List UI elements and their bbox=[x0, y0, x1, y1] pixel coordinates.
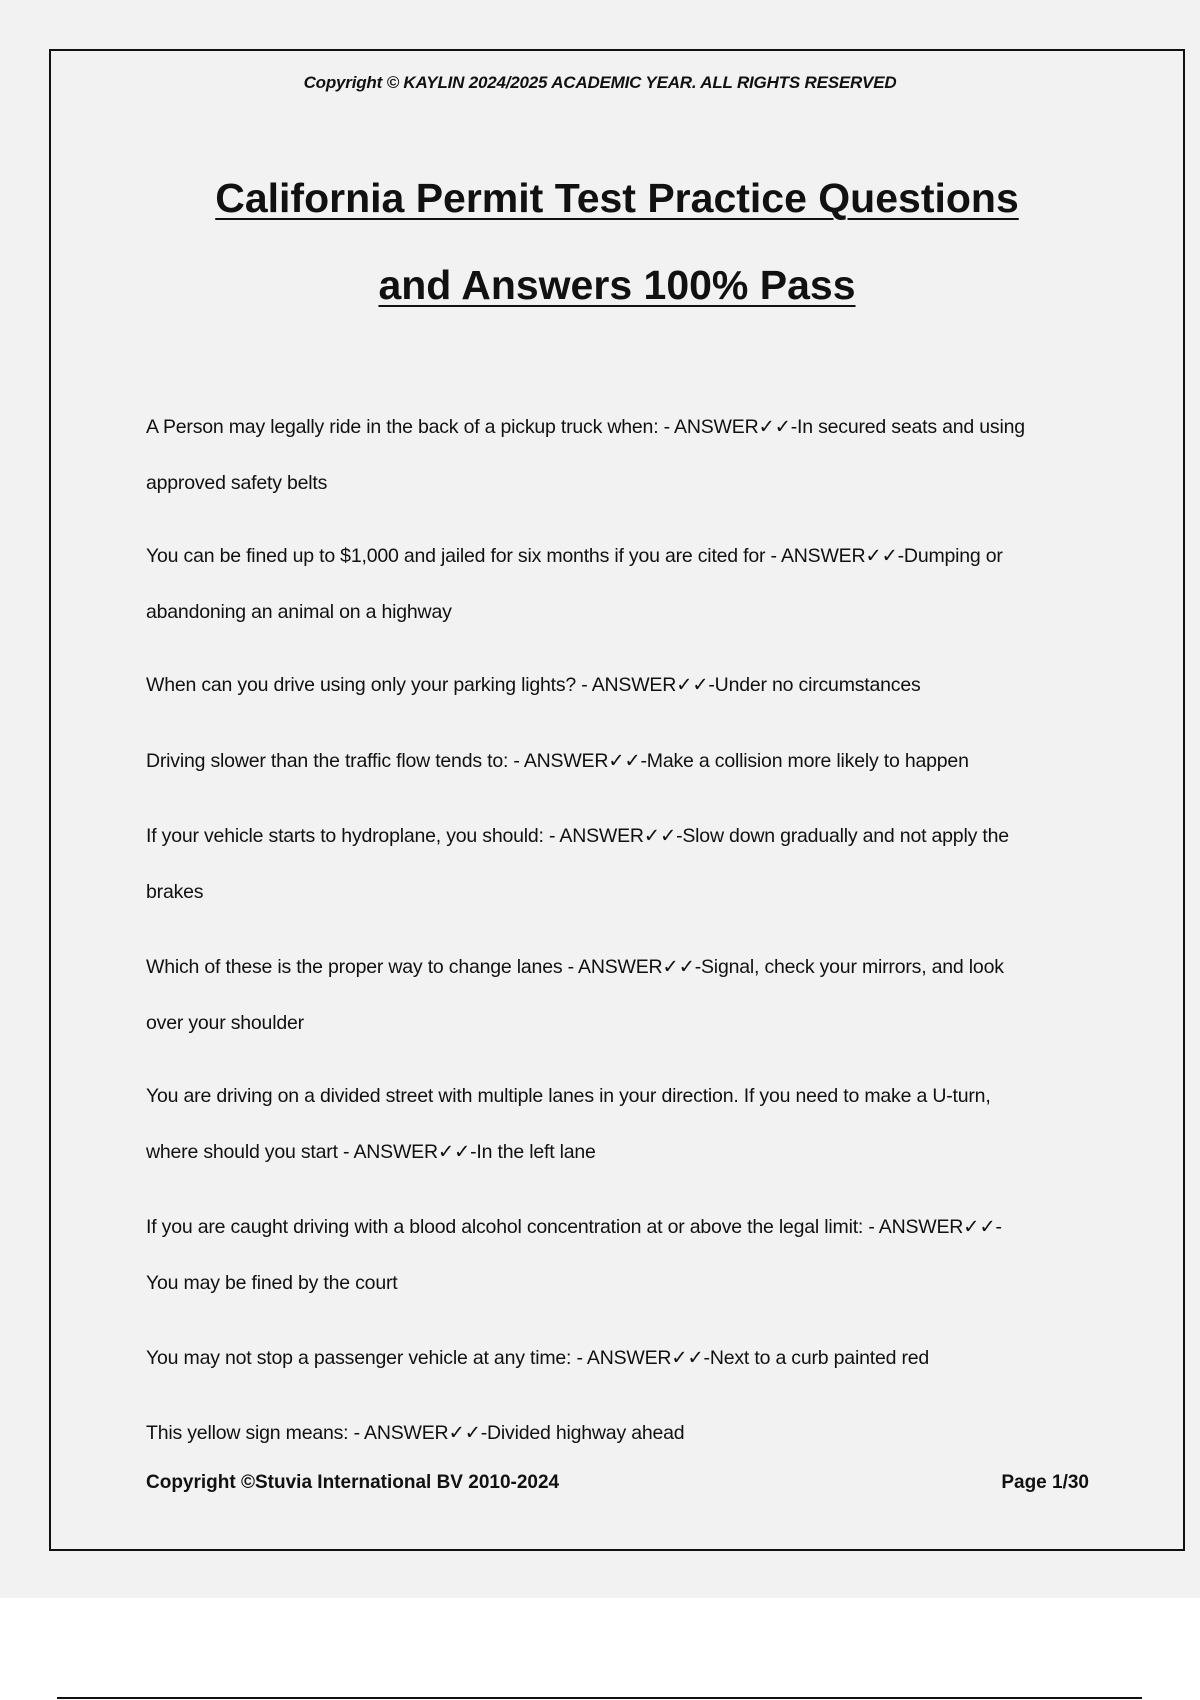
qa-item-5 bbox=[146, 808, 1086, 920]
next-page-divider bbox=[57, 1697, 1142, 1699]
qa-question-answer: If your vehicle starts to hydroplane, you should: - ANSWER✓✓-Slow down gradually and not apply the bbox=[146, 825, 1009, 847]
qa-question-answer: This yellow sign means: - ANSWER✓✓-Divided highway ahead bbox=[146, 1422, 685, 1444]
qa-item-1 bbox=[146, 399, 1086, 511]
qa-question-answer: When can you drive using only your parking lights? - ANSWER✓✓-Under no circumstances bbox=[146, 674, 921, 696]
qa-continuation: approved safety belts bbox=[146, 472, 328, 494]
qa-question-answer: You are driving on a divided street with multiple lanes in your direction. If you need to make a U-turn, bbox=[146, 1085, 991, 1107]
qa-question-answer: Driving slower than the traffic flow tends to: - ANSWER✓✓-Make a collision more likely to happen bbox=[146, 750, 969, 772]
qa-continuation: where should you start - ANSWER✓✓-In the left lane bbox=[146, 1141, 596, 1163]
document-title-line-1 bbox=[100, 174, 1134, 222]
qa-continuation: You may be fined by the court bbox=[146, 1272, 398, 1294]
document-title-line-2 bbox=[100, 261, 1134, 309]
qa-continuation: abandoning an animal on a highway bbox=[146, 601, 452, 623]
title-text-2: and Answers 100% Pass bbox=[378, 262, 856, 308]
qa-question-answer: If you are caught driving with a blood alcohol concentration at or above the legal limit: - ANSWER✓✓- bbox=[146, 1216, 1002, 1238]
qa-item-4 bbox=[146, 733, 1086, 789]
qa-item-7 bbox=[146, 1068, 1086, 1180]
qa-item-10 bbox=[146, 1405, 1086, 1461]
qa-question-answer: You can be fined up to $1,000 and jailed for six months if you are cited for - ANSWER✓✓-Dumping or bbox=[146, 545, 1003, 567]
qa-question-answer: You may not stop a passenger vehicle at any time: - ANSWER✓✓-Next to a curb painted red bbox=[146, 1347, 930, 1369]
qa-item-2 bbox=[146, 528, 1086, 640]
qa-question-answer: A Person may legally ride in the back of a pickup truck when: - ANSWER✓✓-In secured seats and using bbox=[146, 416, 1025, 438]
qa-item-6 bbox=[146, 939, 1086, 1051]
qa-question-answer: Which of these is the proper way to change lanes - ANSWER✓✓-Signal, check your mirrors, and look bbox=[146, 956, 1004, 978]
qa-item-3 bbox=[146, 657, 1086, 713]
qa-item-9 bbox=[146, 1330, 1086, 1386]
qa-continuation: over your shoulder bbox=[146, 1012, 304, 1034]
title-text-1: California Permit Test Practice Questions bbox=[215, 175, 1019, 221]
header-copyright: Copyright © KAYLIN 2024/2025 ACADEMIC YEAR. ALL RIGHTS RESERVED bbox=[303, 73, 897, 92]
qa-continuation: brakes bbox=[146, 881, 204, 903]
qa-item-8 bbox=[146, 1199, 1086, 1311]
footer-copyright: Copyright ©Stuvia International BV 2010-2024 bbox=[146, 1472, 560, 1493]
page-number: Page 1/30 bbox=[1001, 1472, 1089, 1493]
